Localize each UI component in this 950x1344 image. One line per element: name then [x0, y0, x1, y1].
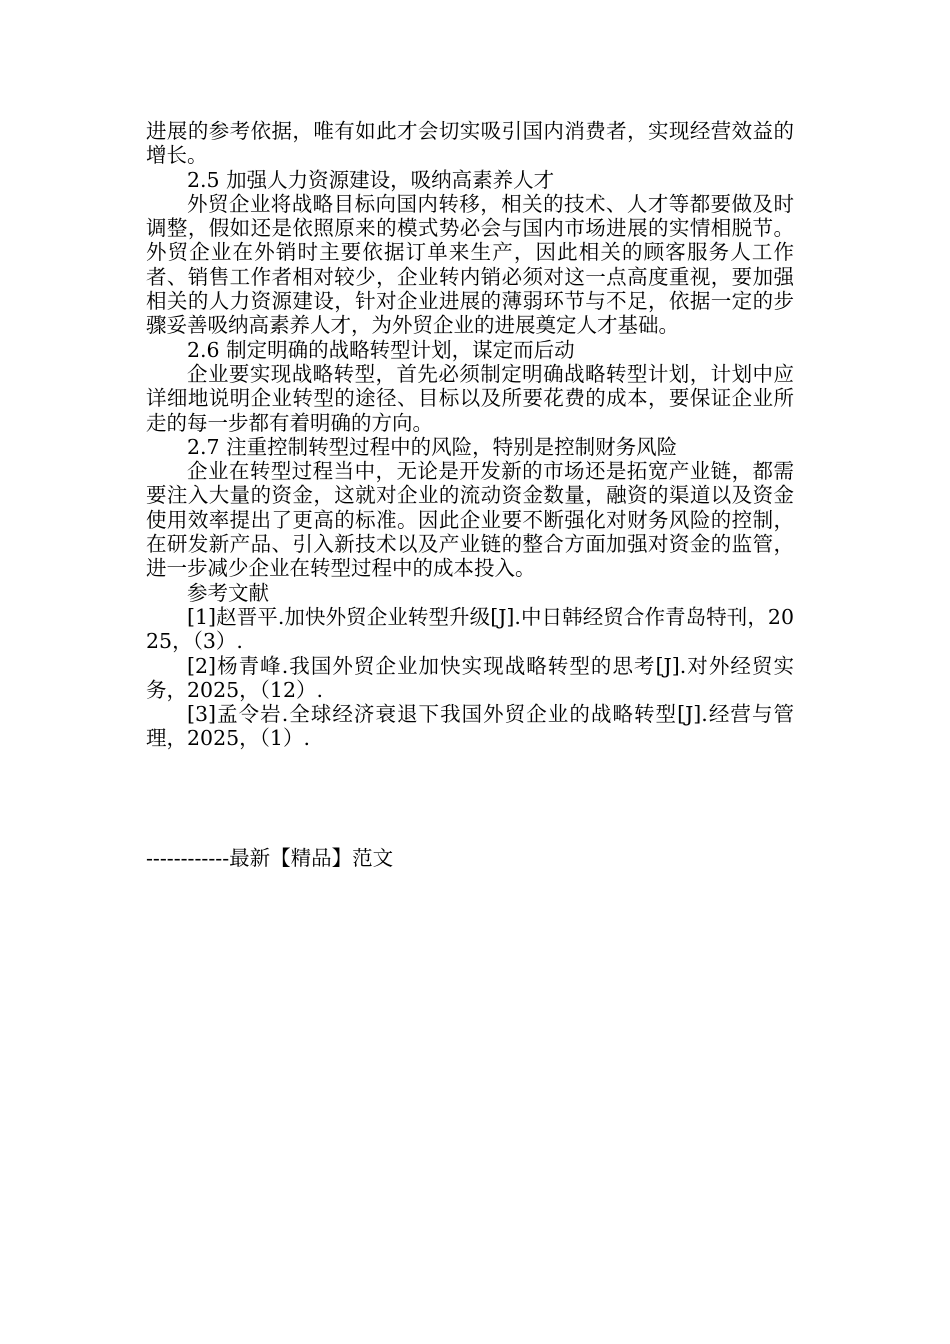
paragraph-hr-construction: 外贸企业将战略目标向国内转移，相关的技术、人才等都要做及时调整，假如还是依照原来的模式势必会与国内市场进展的实情相脱节。外贸企业在外销时主要依据订单来生产，因此相关的顾客服务人工作者、销售工作者相对较少，企业转内销必须对这一点高度重视，要加强相关的人力资源建设，针对企业进展的薄弱环节与不足，依据一定的步骤妥善吸纳高素养人才，为外贸企业的进展奠定人才基础。: [146, 191, 794, 338]
reference-item-2: [2]杨青峰.我国外贸企业加快实现战略转型的思考[J].对外经贸实务，2025，（12）.: [146, 653, 794, 702]
footer-tagline: ------------最新【精品】范文: [146, 846, 394, 870]
document-body: [146, 119, 794, 751]
section-heading-2-7: 2.7 注重控制转型过程中的风险，特别是控制财务风险: [187, 434, 678, 459]
paragraph-transformation-plan: 企业要实现战略转型，首先必须制定明确战略转型计划，计划中应详细地说明企业转型的途径、目标以及所要花费的成本，要保证企业所走的每一步都有着明确的方向。: [146, 361, 794, 435]
reference-item-1: [1]赵晋平.加快外贸企业转型升级[J].中日韩经贸合作青岛特刊，2025，（3）.: [146, 604, 794, 654]
references-heading: 参考文献: [187, 580, 269, 605]
paragraph-financial-risk: 企业在转型过程当中，无论是开发新的市场还是拓宽产业链，都需要注入大量的资金，这就对企业的流动资金数量，融资的渠道以及资金使用效率提出了更高的标准。因此企业要不断强化对财务风险的控制，在研发新产品、引入新技术以及产业链的整合方面加强对资金的监管，进一步减少企业在转型过程中的成本投入。: [146, 459, 794, 581]
reference-item-3: [3]孟令岩.全球经济衰退下我国外贸企业的战略转型[J].经营与管理，2025，（1）.: [146, 702, 794, 751]
section-heading-2-5: 2.5 加强人力资源建设，吸纳高素养人才: [187, 167, 555, 192]
section-heading-2-6: 2.6 制定明确的战略转型计划，谋定而后动: [187, 337, 575, 362]
paragraph-continuation: 进展的参考依据，唯有如此才会切实吸引国内消费者，实现经营效益的增长。: [146, 119, 794, 168]
